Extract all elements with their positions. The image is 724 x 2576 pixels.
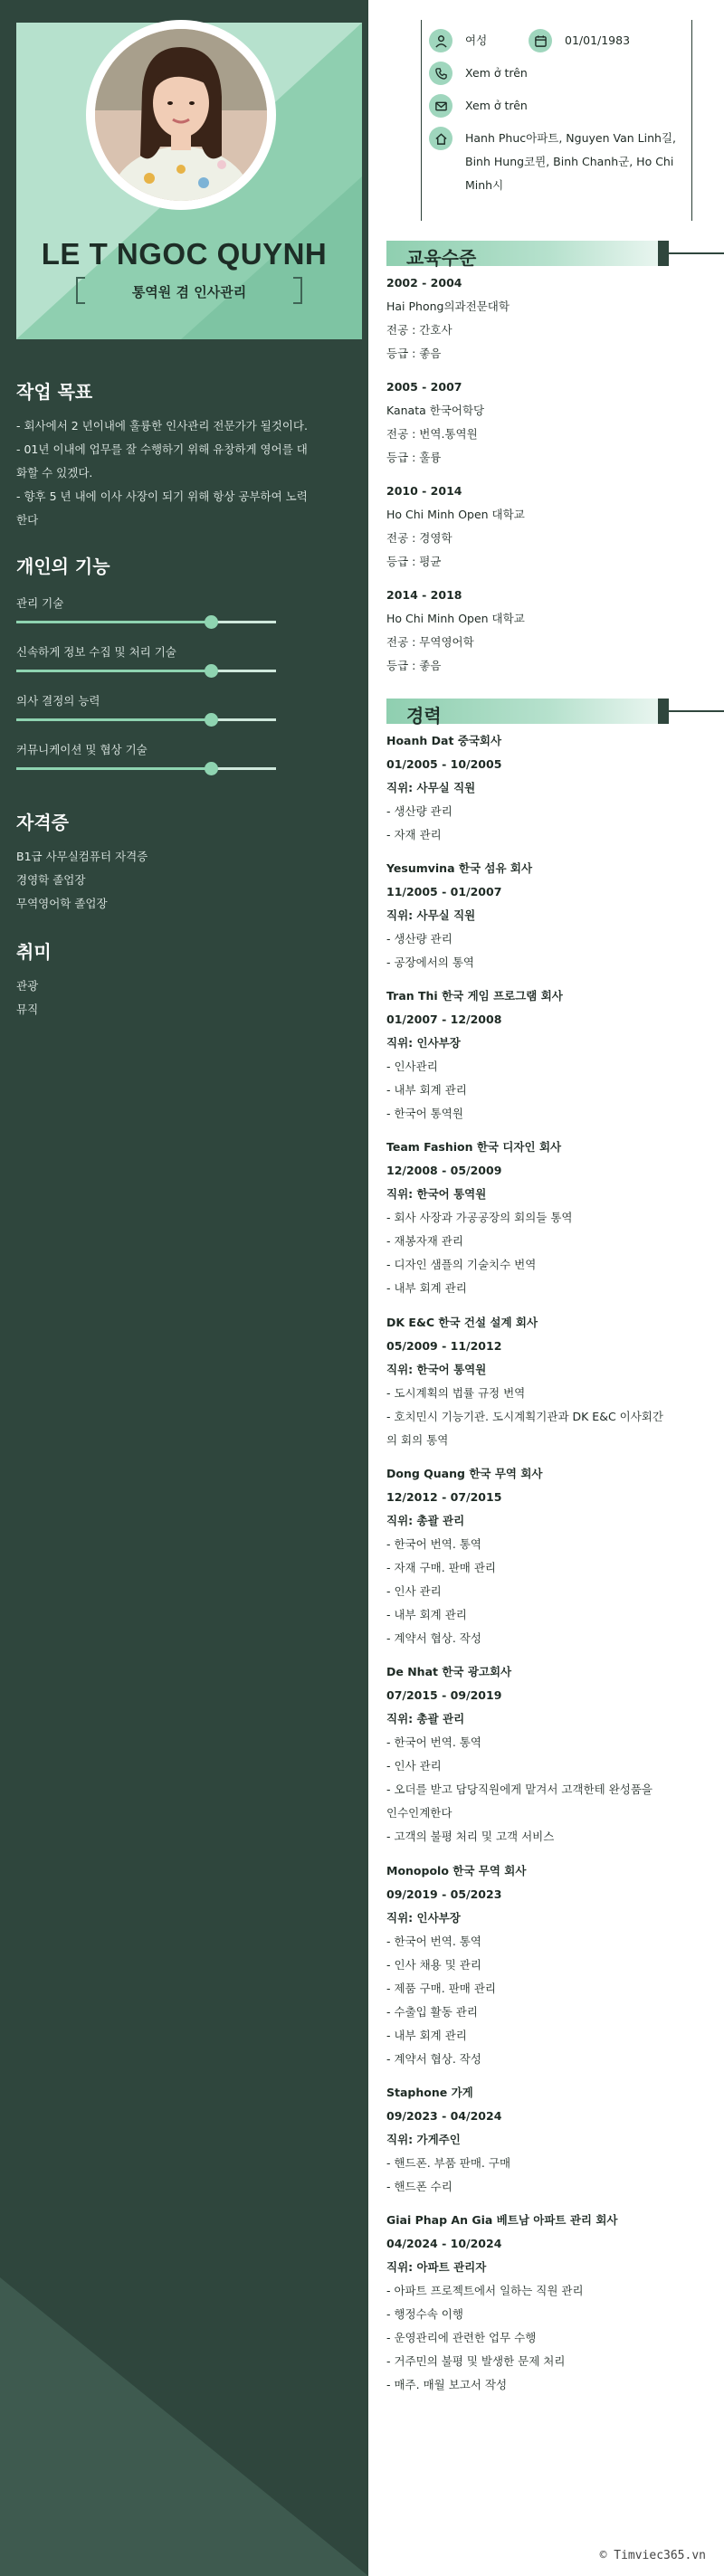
exp-duty: - 내부 회계 관리 [386, 1608, 467, 1621]
experience-entry [386, 1311, 712, 1452]
job-title: 통역원 겸 인사관리 [131, 284, 247, 300]
gender-row [429, 29, 487, 52]
skill-label: 관리 기술 [16, 596, 64, 610]
edu-major: 전공 : 경영학 [386, 531, 452, 545]
experience-entry [386, 984, 712, 1126]
certificates-section [16, 808, 351, 916]
experience-entry [386, 2209, 712, 2397]
exp-duty: - 생산량 관리 [386, 804, 452, 818]
avatar-frame [86, 20, 276, 210]
experience-entry [386, 1136, 712, 1300]
skill-item [16, 594, 351, 623]
exp-role: 직위: 총괄 관리 [386, 1514, 465, 1527]
job-title-box [76, 277, 302, 304]
skill-knob [205, 664, 218, 678]
exp-duty: - 한국어 번역. 통역 [386, 1537, 481, 1551]
education-entry [386, 271, 712, 366]
edu-years: 2005 - 2007 [386, 380, 462, 394]
exp-role: 직위: 가게주인 [386, 2133, 461, 2146]
exp-duty: - 계약서 협상. 작성 [386, 2052, 481, 2066]
email-value: Xem ở trên [465, 99, 528, 112]
exp-role: 직위: 사무실 직원 [386, 908, 476, 922]
address-line: Binh Hung코뮌, Binh Chanh군, Ho Chi [465, 155, 674, 168]
exp-duty: - 인사 관리 [386, 1759, 442, 1773]
exp-company: Yesumvina 한국 섬유 회사 [386, 861, 533, 875]
exp-duty: - 재봉자재 관리 [386, 1234, 463, 1248]
skill-track [16, 718, 276, 721]
objective-line: - 01년 이내에 업무를 잘 수행하기 위해 유창하게 영어를 대 [16, 442, 308, 456]
exp-duty: - 회사 사장과 가공공장의 회의들 통역 [386, 1211, 573, 1224]
phone-value: Xem ở trên [465, 66, 528, 80]
experience-header [386, 699, 724, 727]
exp-period: 09/2019 - 05/2023 [386, 1887, 502, 1901]
exp-duty: - 매주. 매월 보고서 작성 [386, 2378, 508, 2391]
skill-label: 신속하게 정보 수집 및 처리 기술 [16, 645, 176, 659]
hobby-item: 뮤직 [16, 1003, 39, 1016]
exp-duty: - 인사관리 [386, 1060, 438, 1073]
exp-duty: - 제품 구매. 판매 관리 [386, 1982, 496, 1995]
certificates-heading: 자격증 [16, 812, 69, 833]
contact-box [421, 20, 692, 221]
hobbies-heading: 취미 [16, 941, 52, 963]
exp-company: Monopolo 한국 무역 회사 [386, 1864, 527, 1877]
sidebar-bottom-decor [0, 2277, 368, 2576]
experience-entry [386, 2081, 712, 2199]
experience-entry [386, 1660, 712, 1849]
education-entry [386, 584, 712, 678]
section-rule [669, 710, 724, 712]
certificate-item: B1급 사무실컴퓨터 자격증 [16, 850, 148, 863]
calendar-icon [529, 29, 552, 52]
exp-company: Staphone 가게 [386, 2086, 473, 2099]
experience-entry [386, 857, 712, 974]
objective-heading: 작업 목표 [16, 381, 93, 403]
exp-period: 01/2007 - 12/2008 [386, 1012, 502, 1026]
edu-school: Ho Chi Minh Open 대학교 [386, 612, 525, 625]
exp-duty: - 인사 채용 및 관리 [386, 1958, 481, 1972]
skills-section [16, 552, 351, 790]
mail-icon [429, 94, 452, 118]
skill-track [16, 767, 276, 770]
objective-line: - 향후 5 년 내에 이사 사장이 되기 위해 항상 공부하여 노력 [16, 490, 308, 503]
experience-entry [386, 729, 712, 847]
exp-duty: - 도시계획의 법률 규정 번역 [386, 1386, 526, 1400]
exp-period: 09/2023 - 04/2024 [386, 2109, 502, 2123]
objective-line: 한다 [16, 513, 39, 527]
exp-duty: - 거주민의 불평 및 발생한 문제 처리 [386, 2354, 566, 2368]
skill-item [16, 643, 351, 672]
exp-company: De Nhat 한국 광고회사 [386, 1665, 512, 1678]
skill-knob [205, 762, 218, 775]
skill-item [16, 692, 351, 721]
right-column [368, 0, 724, 2576]
edu-major: 전공 : 번역.통역원 [386, 427, 478, 441]
exp-company: Tran Thi 한국 게임 프로그램 회사 [386, 989, 563, 1003]
exp-role: 직위: 한국어 통역원 [386, 1187, 487, 1201]
exp-duty: - 자재 관리 [386, 828, 442, 841]
exp-duty: - 인사 관리 [386, 1584, 442, 1598]
exp-duty: 의 회의 통역 [386, 1433, 449, 1447]
edu-major: 전공 : 무역영어학 [386, 635, 474, 649]
exp-duty: - 고객의 불평 처리 및 고객 서비스 [386, 1830, 555, 1843]
education-heading: 교육수준 [406, 247, 477, 269]
skill-knob [205, 615, 218, 629]
exp-duty: - 한국어 번역. 통역 [386, 1735, 481, 1749]
exp-duty: - 핸드폰. 부품 판매. 구매 [386, 2156, 511, 2170]
education-header [386, 241, 724, 269]
exp-company: Giai Phap An Gia 베트남 아파트 관리 회사 [386, 2213, 618, 2227]
objective-line: 화할 수 있겠다. [16, 466, 93, 480]
edu-school: Ho Chi Minh Open 대학교 [386, 508, 525, 521]
email-row [429, 94, 528, 118]
section-rule [669, 252, 724, 254]
exp-role: 직위: 한국어 통역원 [386, 1363, 487, 1376]
birthdate-value: 01/01/1983 [565, 33, 631, 47]
phone-icon [429, 62, 452, 85]
exp-duty: - 한국어 번역. 통역 [386, 1934, 481, 1948]
candidate-name: LE T NGOC QUYNH [41, 237, 328, 271]
edu-grade: 등급 : 평균 [386, 555, 442, 568]
skill-label: 커뮤니케이션 및 협상 기술 [16, 743, 148, 756]
exp-period: 11/2005 - 01/2007 [386, 885, 502, 898]
exp-duty: - 내부 회계 관리 [386, 2029, 467, 2042]
edu-major: 전공 : 간호사 [386, 323, 452, 337]
exp-duty: - 공장에서의 통역 [386, 955, 474, 969]
skill-track [16, 621, 276, 623]
phone-row [429, 62, 528, 85]
exp-company: Dong Quang 한국 무역 회사 [386, 1467, 543, 1480]
exp-role: 직위: 사무실 직원 [386, 781, 476, 794]
address-line: Minh시 [465, 178, 504, 192]
exp-duty: - 내부 회계 관리 [386, 1281, 467, 1295]
gender-value: 여성 [465, 33, 488, 47]
objective-section [16, 377, 351, 532]
certificate-item: 경영학 졸업장 [16, 873, 86, 887]
skill-fill [16, 718, 211, 721]
exp-period: 04/2024 - 10/2024 [386, 2237, 502, 2250]
skill-track [16, 670, 276, 672]
experience-entry [386, 1462, 712, 1650]
certificate-item: 무역영어학 졸업장 [16, 897, 108, 910]
experience-heading: 경력 [406, 705, 442, 727]
education-entry [386, 375, 712, 470]
exp-duty: - 오더를 받고 담당직원에게 맡겨서 고객한테 완성품을 [386, 1782, 653, 1796]
exp-role: 직위: 인사부장 [386, 1036, 461, 1050]
edu-years: 2010 - 2014 [386, 484, 462, 498]
exp-company: DK E&C 한국 건설 설계 회사 [386, 1316, 538, 1329]
education-entry [386, 480, 712, 574]
skill-item [16, 741, 351, 770]
skill-knob [205, 713, 218, 727]
exp-duty: - 수출입 활동 관리 [386, 2005, 478, 2019]
address-row [429, 127, 687, 197]
section-cap [658, 241, 669, 266]
address-line: Hanh Phuc아파트, Nguyen Van Linh길, [465, 131, 676, 145]
edu-grade: 등급 : 훌륭 [386, 451, 442, 464]
footer-credit: © Timviec365.vn [599, 2549, 706, 2562]
user-icon [429, 29, 452, 52]
exp-duty: - 자재 구매. 판매 관리 [386, 1561, 496, 1574]
skill-fill [16, 767, 211, 770]
exp-role: 직위: 아파트 관리자 [386, 2260, 487, 2274]
birthdate-row [529, 29, 630, 52]
exp-duty: - 생산량 관리 [386, 932, 452, 946]
edu-school: Kanata 한국어학당 [386, 404, 485, 417]
exp-duty: - 내부 회계 관리 [386, 1083, 467, 1097]
section-cap [658, 699, 669, 724]
skill-label: 의사 결정의 능력 [16, 694, 100, 708]
exp-period: 07/2015 - 09/2019 [386, 1688, 502, 1702]
skill-fill [16, 670, 211, 672]
exp-duty: - 디자인 샘플의 기술치수 번역 [386, 1258, 537, 1271]
exp-period: 01/2005 - 10/2005 [386, 757, 502, 771]
experience-entry [386, 1859, 712, 2071]
edu-years: 2014 - 2018 [386, 588, 462, 602]
address-value [465, 127, 676, 197]
hobbies-section [16, 937, 351, 1022]
skills-heading: 개인의 기능 [16, 556, 110, 577]
exp-period: 05/2009 - 11/2012 [386, 1339, 502, 1353]
exp-duty: 인수인계한다 [386, 1806, 452, 1820]
edu-years: 2002 - 2004 [386, 276, 462, 290]
skill-fill [16, 621, 211, 623]
exp-company: Hoanh Dat 중국회사 [386, 734, 502, 747]
home-icon [429, 127, 452, 150]
exp-period: 12/2008 - 05/2009 [386, 1164, 502, 1177]
exp-role: 직위: 총괄 관리 [386, 1712, 465, 1725]
exp-role: 직위: 인사부장 [386, 1911, 461, 1925]
edu-grade: 등급 : 좋음 [386, 347, 442, 360]
exp-duty: - 운영관리에 관련한 업무 수행 [386, 2331, 537, 2344]
exp-duty: - 핸드폰 수리 [386, 2180, 452, 2193]
exp-duty: - 호치민시 기능기관. 도시계획기관과 DK E&C 이사회간 [386, 1410, 663, 1423]
avatar [95, 29, 267, 201]
exp-duty: - 행정수속 이행 [386, 2307, 463, 2321]
bracket-right [293, 277, 302, 304]
objective-line: - 회사에서 2 년이내에 훌륭한 인사관리 전문가가 될것이다. [16, 419, 308, 433]
exp-duty: - 아파트 프로젝트에서 일하는 직원 관리 [386, 2284, 584, 2297]
edu-school: Hai Phong의과전문대학 [386, 299, 510, 313]
hobby-item: 관광 [16, 979, 39, 993]
exp-duty: - 한국어 통역원 [386, 1107, 463, 1120]
exp-period: 12/2012 - 07/2015 [386, 1490, 502, 1504]
exp-company: Team Fashion 한국 디자인 회사 [386, 1140, 562, 1154]
edu-grade: 등급 : 좋음 [386, 659, 442, 672]
exp-duty: - 계약서 협상. 작성 [386, 1631, 481, 1645]
